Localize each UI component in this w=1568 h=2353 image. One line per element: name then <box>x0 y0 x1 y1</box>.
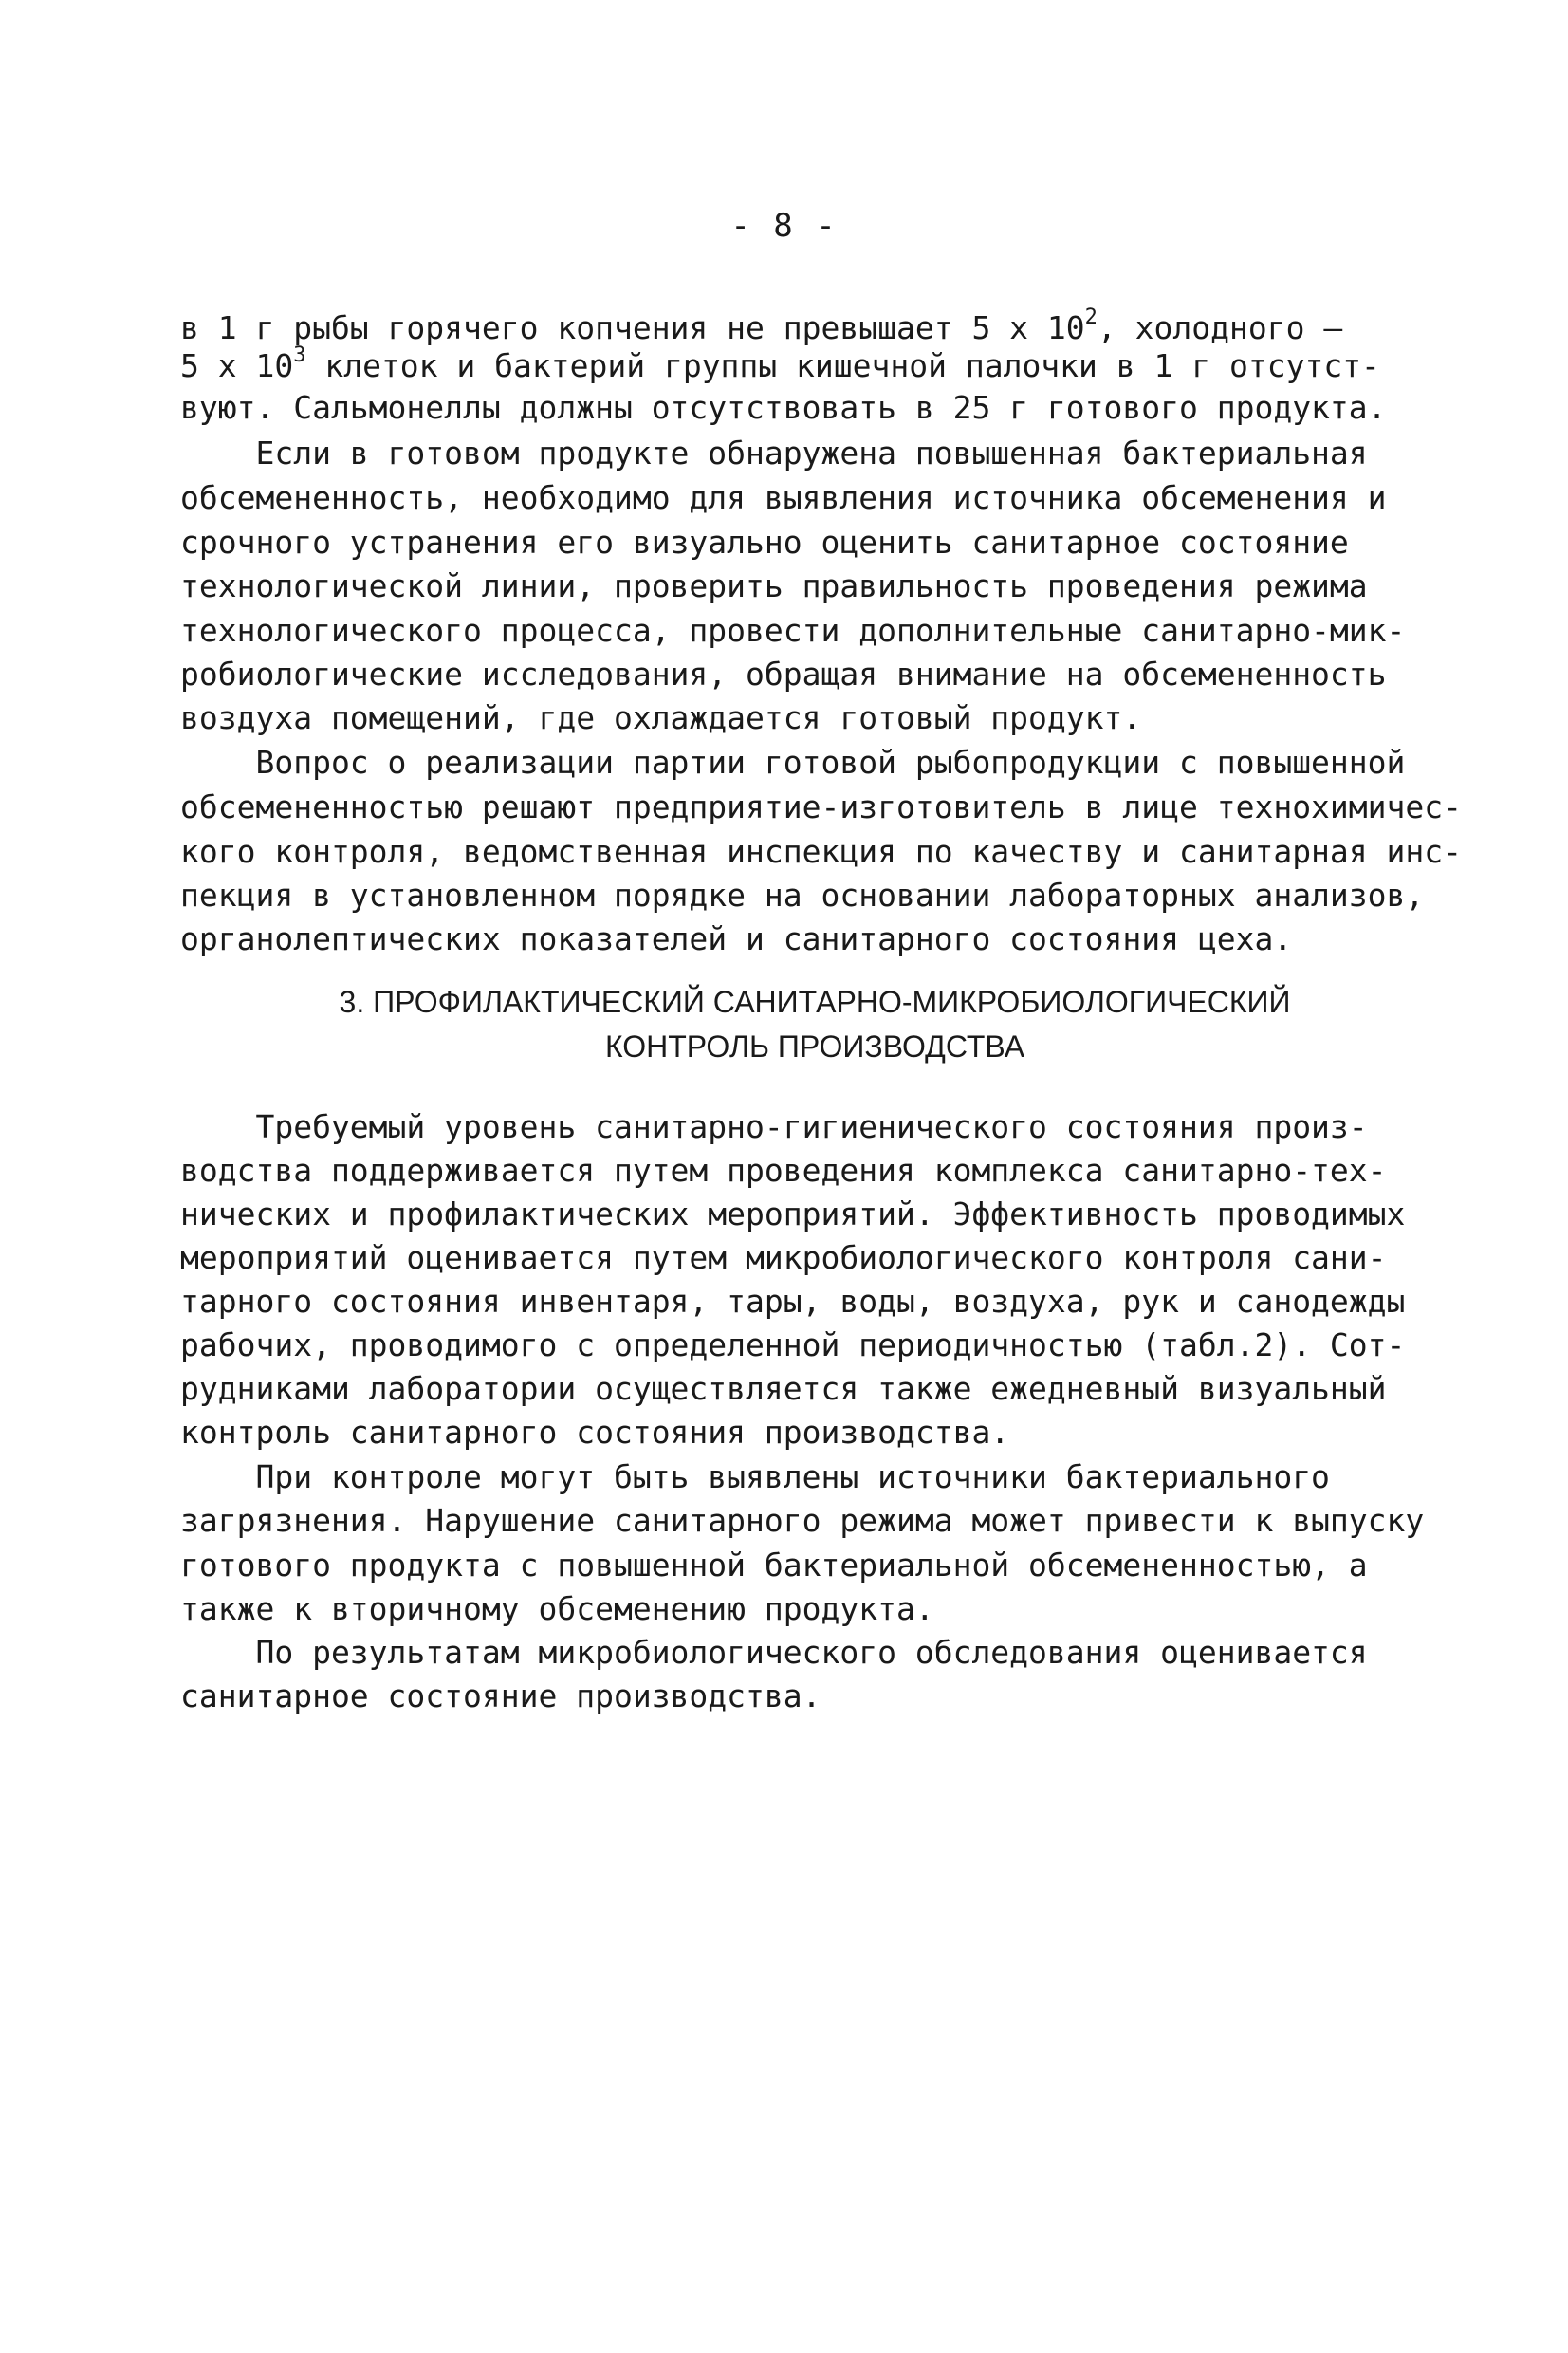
paragraph-4-line-8: контроль санитарного состояния производства. <box>180 1414 1010 1451</box>
paragraph-6-line-2: санитарное состояние производства. <box>180 1677 821 1714</box>
paragraph-5-line-3: готового продукта с повышенной бактериальной обсемененностью, а <box>180 1547 1368 1584</box>
paragraph-4-line-7: рудниками лаборатории осуществляется также ежедневный визуальный <box>180 1370 1387 1407</box>
paragraph-4-line-2: водства поддерживается путем проведения комплекса санитарно-тех- <box>180 1152 1387 1189</box>
superscript: 2 <box>1084 306 1098 329</box>
page-number-text: - 8 - <box>730 207 838 245</box>
section-heading-line-2: КОНТРОЛЬ ПРОИЗВОДСТВА <box>604 1029 1025 1064</box>
paragraph-3-line-1: Вопрос о реализации партии готовой рыбопродукции с повышенной <box>180 744 1406 781</box>
text-fragment: клеток и бактерий группы кишечной палочки в 1 г отсутст- <box>305 347 1380 384</box>
paragraph-4-line-3: нических и профилактических мероприятий. Эффективность проводимых <box>180 1195 1406 1232</box>
paragraph-5-line-1: При контроле могут быть выявлены источники бактериального <box>180 1458 1330 1495</box>
section-heading-line-1: 3. ПРОФИЛАКТИЧЕСКИЙ САНИТАРНО-МИКРОБИОЛОГИЧЕСКИЙ <box>339 985 1291 1019</box>
paragraph-4-line-5: тарного состояния инвентаря, тары, воды, воздуха, рук и санодежды <box>180 1283 1406 1320</box>
paragraph-5-line-4: также к вторичному обсеменению продукта. <box>180 1590 934 1627</box>
paragraph-3-line-2: обсемененностью решают предприятие-изготовитель в лице технохимичес- <box>180 788 1463 825</box>
paragraph-1-line-1 <box>180 306 1343 347</box>
paragraph-5-line-2: загрязнения. Нарушение санитарного режима может привести к выпуску <box>180 1502 1425 1539</box>
paragraph-3-line-4: пекция в установленном порядке на основании лабораторных анализов, <box>180 877 1425 914</box>
paragraph-2-line-4: технологической линии, проверить правильность проведения режима <box>180 567 1368 604</box>
page-number <box>0 207 1568 245</box>
paragraph-2-line-1: Если в готовом продукте обнаружена повышенная бактериальная <box>180 435 1368 472</box>
paragraph-1-line-2 <box>180 343 1380 385</box>
paragraph-4-line-6: рабочих, проводимого с определенной периодичностью (табл.2). Сот- <box>180 1326 1406 1363</box>
paragraph-2-line-6: робиологические исследования, обращая внимание на обсемененность <box>180 656 1387 693</box>
superscript: 3 <box>293 343 306 367</box>
paragraph-2-line-5: технологического процесса, провести дополнительные санитарно-мик- <box>180 612 1406 649</box>
paragraph-1-line-3: вуют. Сальмонеллы должны отсутствовать в 25 г готового продукта. <box>180 389 1387 426</box>
paragraph-2-line-2: обсемененность, необходимо для выявления источника обсеменения и <box>180 479 1387 516</box>
text-fragment: в 1 г рыбы горячего копчения не превышает 5 х 10 <box>180 309 1085 346</box>
paragraph-6-line-1: По результатам микробиологического обследования оценивается <box>180 1634 1368 1671</box>
paragraph-3-line-5: органолептических показателей и санитарного состояния цеха. <box>180 920 1293 957</box>
paragraph-2-line-7: воздуха помещений, где охлаждается готовый продукт. <box>180 699 1142 736</box>
paragraph-3-line-3: кого контроля, ведомственная инспекция по качеству и санитарная инс- <box>180 833 1463 870</box>
paragraph-4-line-1: Требуемый уровень санитарно-гигиенического состояния произ- <box>180 1108 1368 1145</box>
text-fragment: , холодного – <box>1097 309 1343 346</box>
text-fragment: 5 х 10 <box>180 347 294 384</box>
paragraph-2-line-3: срочного устранения его визуально оценить санитарное состояние <box>180 524 1349 561</box>
paragraph-4-line-4: мероприятий оценивается путем микробиологического контроля сани- <box>180 1239 1387 1276</box>
